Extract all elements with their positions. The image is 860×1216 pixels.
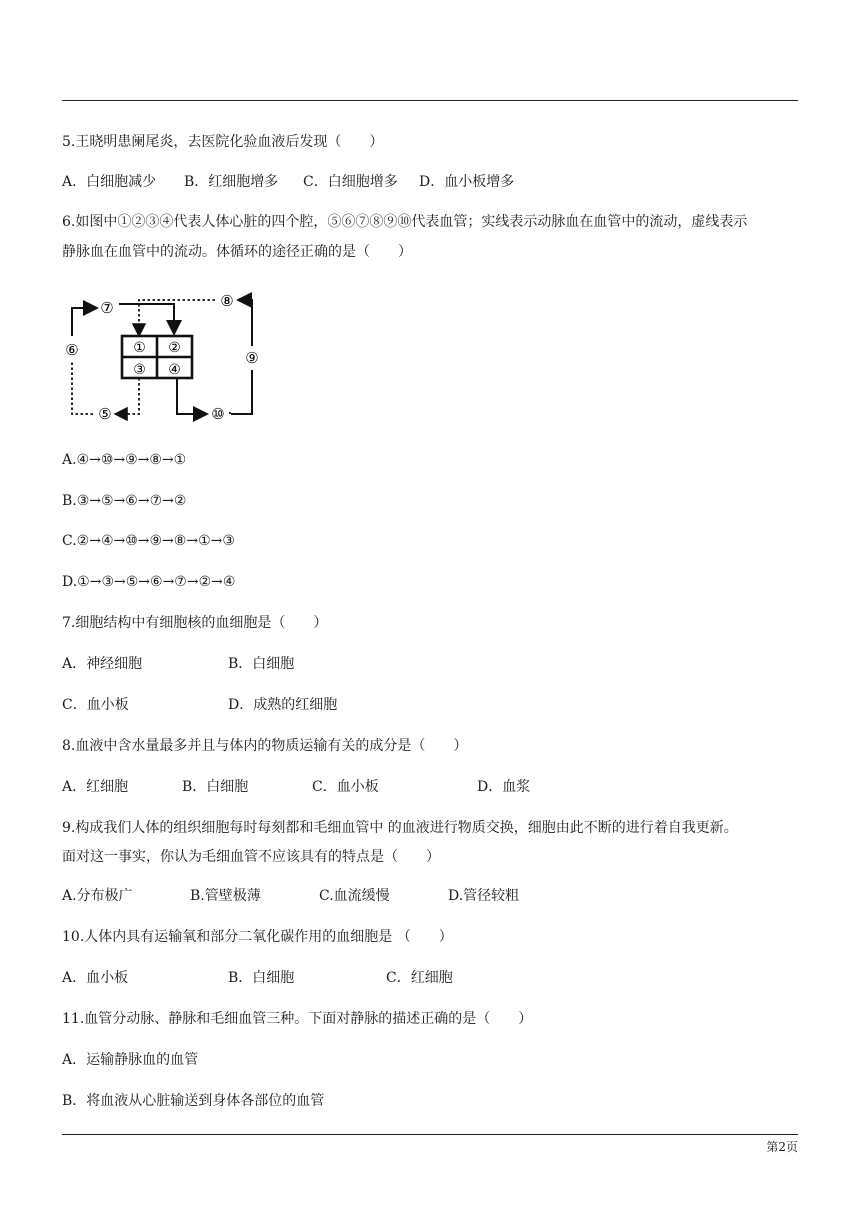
- dashed-vessel-left: [72, 362, 93, 414]
- q10-option-b: B．白细胞: [228, 970, 295, 986]
- solid-vessel-bottom: [177, 378, 205, 414]
- question-11-stem: 11.血管分动脉、静脉和毛细血管三种。下面对静脉的描述正确的是（ ）: [62, 1011, 533, 1027]
- q5-option-b: B．红细胞增多: [184, 174, 279, 190]
- q10-option-c: C．红细胞: [386, 970, 453, 986]
- vessel-6-label: ⑥: [65, 341, 79, 359]
- question-10-stem: 10.人体内具有运输氧和部分二氧化碳作用的血细胞是 （ ）: [62, 929, 453, 945]
- q5-option-c: C．白细胞增多: [303, 174, 398, 190]
- q6-option-d: D.①→③→⑤→⑥→⑦→②→④: [62, 574, 236, 590]
- q8-option-b: B．白细胞: [182, 779, 249, 795]
- q6-option-b: B.③→⑤→⑥→⑦→②: [62, 493, 187, 509]
- question-9-stem-line2: 面对这一事实，你认为毛细血管不应该具有的特点是（ ）: [62, 849, 440, 865]
- q8-option-c: C．血小板: [312, 779, 379, 795]
- q8-option-a: A．红细胞: [62, 779, 129, 795]
- question-5-stem: 5.王晓明患阑尾炎，去医院化验血液后发现（ ）: [62, 134, 384, 150]
- dashed-vessel-bottom-left: [117, 378, 139, 414]
- q7-option-d: D．成熟的红细胞: [228, 697, 338, 713]
- q7-option-b: B．白细胞: [228, 656, 295, 672]
- question-9-stem-line1: 9.构成我们人体的组织细胞每时每刻都和毛细血管中 的血液进行物质交换，细胞由此不断的进行着自我更新。: [62, 820, 738, 836]
- question-6-stem-line1: 6.如图中①②③④代表人体心脏的四个腔，⑤⑥⑦⑧⑨⑩代表血管；实线表示动脉血在血管中的流动，虚线表示: [62, 214, 748, 230]
- q7-option-c: C．血小板: [62, 697, 129, 713]
- vessel-7-label: ⑦: [100, 299, 114, 317]
- q7-option-a: A．神经细胞: [62, 656, 143, 672]
- chamber-2-label: ②: [168, 340, 181, 356]
- chamber-3-label: ③: [133, 362, 146, 378]
- question-6-stem-line2: 静脉血在血管中的流动。体循环的途径正确的是（ ）: [62, 244, 412, 260]
- header-rule: [62, 100, 798, 101]
- circulation-diagram: [55, 286, 275, 432]
- q8-option-d: D．血浆: [477, 779, 531, 795]
- footer-rule: [62, 1134, 798, 1135]
- question-7-stem: 7.细胞结构中有细胞核的血细胞是（ ）: [62, 615, 328, 631]
- q6-option-c: C.②→④→⑩→⑨→⑧→①→③: [62, 533, 235, 549]
- page-number: 第2页: [766, 1140, 798, 1154]
- chamber-4-label: ④: [168, 362, 181, 378]
- chamber-1-label: ①: [133, 340, 146, 356]
- q11-option-b: B．将血液从心脏输送到身体各部位的血管: [62, 1093, 325, 1109]
- vessel-5-label: ⑤: [98, 405, 112, 423]
- solid-vessel-top: [119, 304, 174, 332]
- question-8-stem: 8.血液中含水量最多并且与体内的物质运输有关的成分是（ ）: [62, 738, 468, 754]
- q9-option-b: B.管壁极薄: [190, 888, 261, 904]
- vessel-9-label: ⑨: [245, 349, 259, 367]
- q9-option-a: A.分布极广: [62, 888, 133, 904]
- q10-option-a: A．血小板: [62, 970, 129, 986]
- vessel-10-label: ⑩: [211, 405, 225, 423]
- q9-option-c: C.血流缓慢: [319, 888, 390, 904]
- q5-option-d: D．血小板增多: [419, 174, 515, 190]
- dashed-vessel-top: [139, 300, 215, 334]
- q6-option-a: A.④→⑩→⑨→⑧→①: [62, 452, 187, 468]
- q11-option-a: A．运输静脉血的血管: [62, 1052, 199, 1068]
- solid-vessel-left-top: [72, 308, 95, 336]
- q5-option-a: A．白细胞减少: [62, 174, 157, 190]
- q9-option-d: D.管径较粗: [448, 888, 520, 904]
- vessel-8-label: ⑧: [220, 292, 234, 310]
